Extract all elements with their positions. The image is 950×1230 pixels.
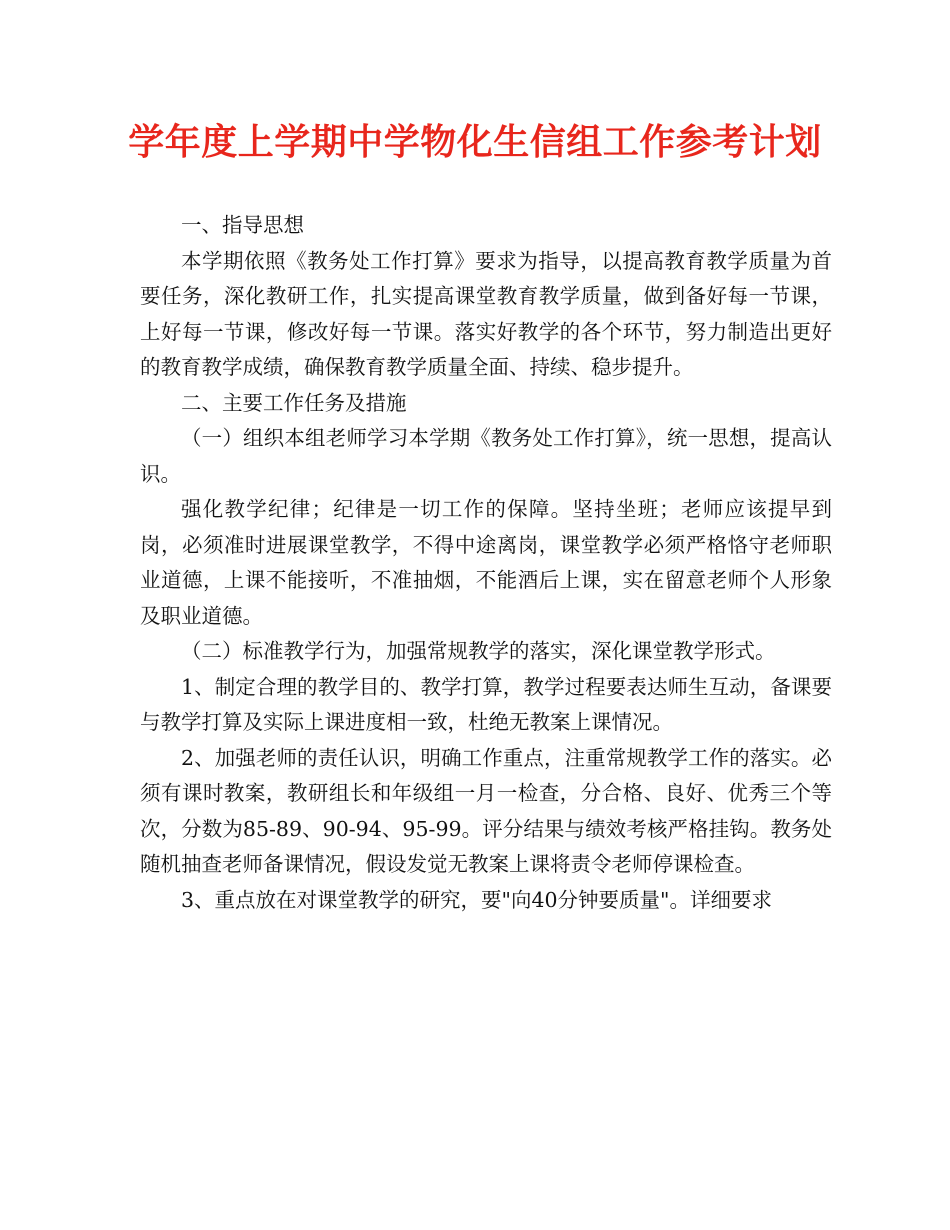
section-heading-guiding-thought: 一、指导思想: [181, 213, 304, 237]
paragraph-subsection-1: （一）组织本组老师学习本学期《教务处工作打算》，统一思想，提高认识。: [140, 426, 832, 486]
paragraph-subsection-2: （二）标准教学行为，加强常规教学的落实，深化课堂教学形式。: [181, 639, 776, 663]
paragraph-discipline: 强化教学纪律；纪律是一切工作的保障。坚持坐班；老师应该提早到岗，必须准时进展课堂教学，不得中途离岗，课堂教学必须严格恪守老师职业道德，上课不能接听，不准抽烟，不能酒后上课，实在留意老师个人形象及职业道德。: [140, 497, 832, 628]
paragraph-item-1: 1、制定合理的教学目的、教学打算，教学过程要表达师生互动，备课要与教学打算及实际上课进度相一致，杜绝无教案上课情况。: [140, 674, 832, 734]
paragraph-item-3: 3、重点放在对课堂教学的研究，要"向40分钟要质量"。详细要求: [181, 887, 772, 912]
document-title: 学年度上学期中学物化生信组工作参考计划: [128, 122, 822, 163]
document-body: [140, 208, 832, 918]
section-heading-main-tasks: 二、主要工作任务及措施: [181, 390, 407, 415]
paragraph-item-2: 2、加强老师的责任认识，明确工作重点，注重常规教学工作的落实。必须有课时教案，教研组长和年级组一月一检查，分合格、良好、优秀三个等次，分数为85-89、90-94、95-99。评分结果与绩效考核严格挂钩。教务处随机抽查老师备课情况，假设发觉无教案上课将责令老师停课检查。: [140, 745, 832, 876]
paragraph-guiding-thought: 本学期依照《教务处工作打算》要求为指导，以提高教育教学质量为首要任务，深化教研工作，扎实提高课堂教育教学质量，做到备好每一节课，上好每一节课，修改好每一节课。落实好教学的各个环节，努力制造出更好的教育教学成绩，确保教育教学质量全面、持续、稳步提升。: [140, 248, 832, 379]
